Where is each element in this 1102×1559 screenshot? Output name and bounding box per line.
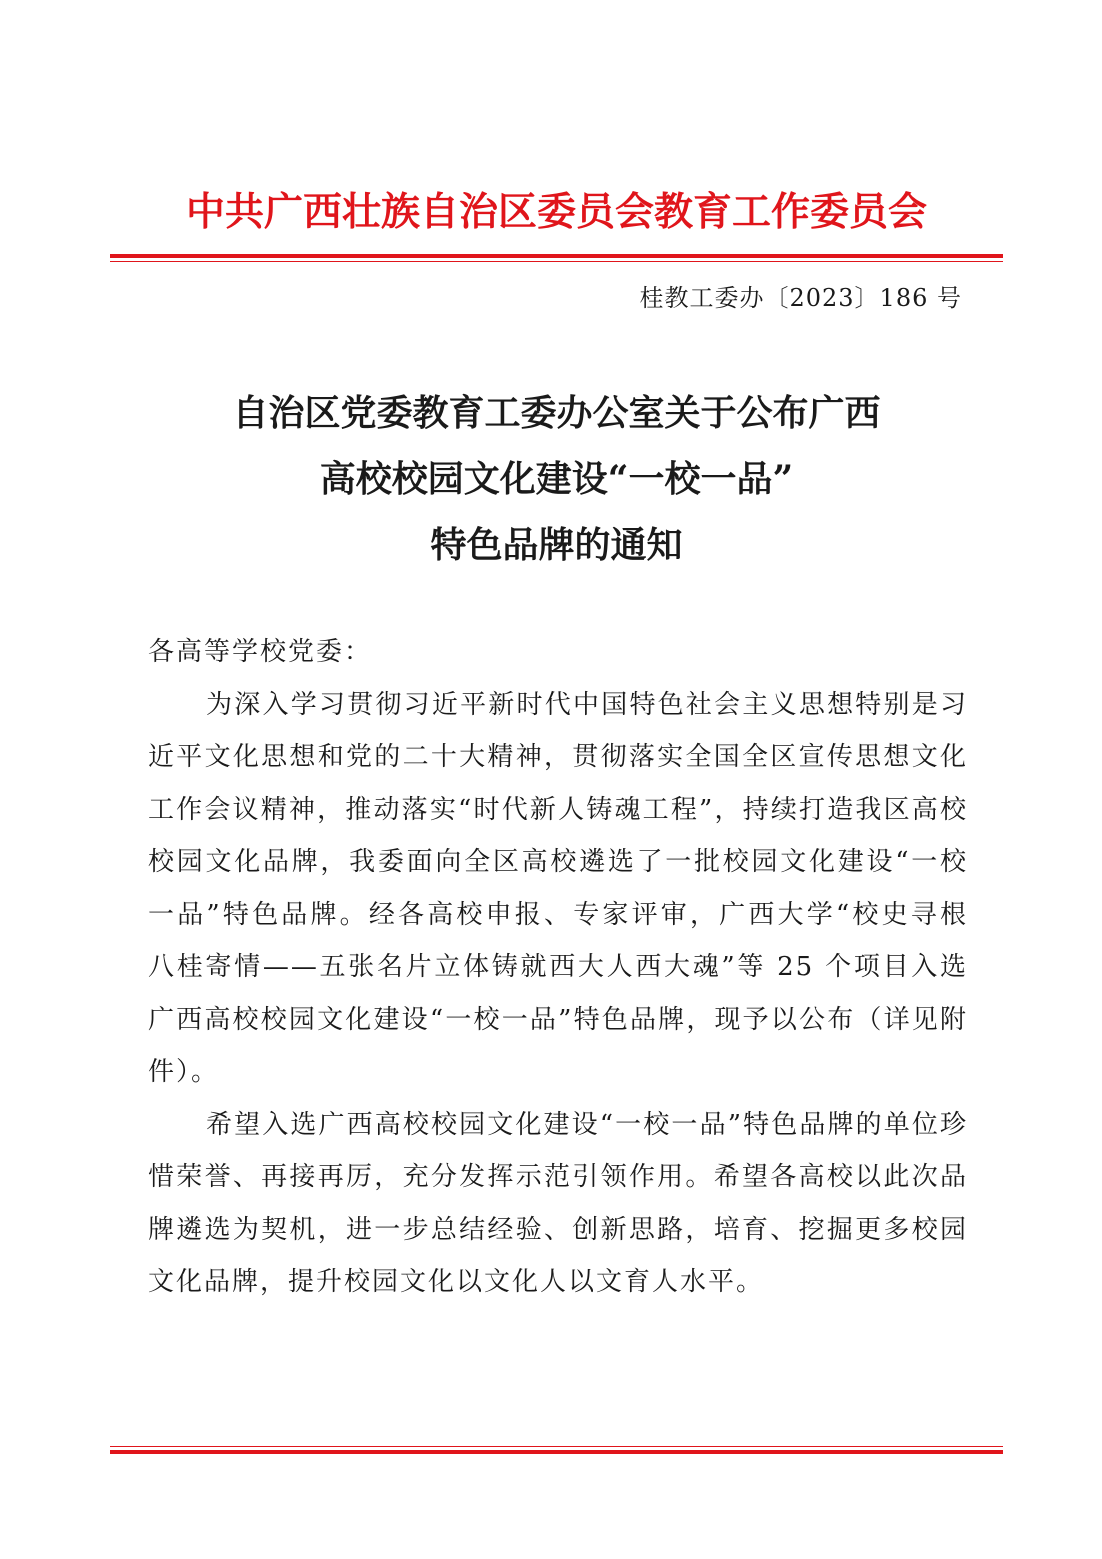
document-title xyxy=(110,380,1003,578)
title-line-1: 自治区党委教育工委办公室关于公布广西 xyxy=(232,392,881,434)
body-paragraph-2: 希望入选广西高校校园文化建设“一校一品”特色品牌的单位珍惜荣誉、再接再厉，充分发挥示范引领作用。希望各高校以此次品牌遴选为契机，进一步总结经验、创新思路，培育、挖掘更多校园文化品牌，提升校园文化以文化人以文育人水平。 xyxy=(148,1109,968,1297)
title-line-2: 高校校园文化建设“一校一品” xyxy=(319,458,794,500)
document-number: 桂教工委办〔2023〕186 号 xyxy=(639,284,962,312)
organization-header: 中共广西壮族自治区委员会教育工作委员会 xyxy=(185,189,927,235)
body-paragraph-1: 为深入学习贯彻习近平新时代中国特色社会主义思想特别是习近平文化思想和党的二十大精神，贯彻落实全国全区宣传思想文化工作会议精神，推动落实“时代新人铸魂工程”，持续打造我区高校校园文化品牌，我委面向全区高校遴选了一批校园文化建设“一校一品”特色品牌。经各高校申报、专家评审，广西大学“校史寻根 八桂寄情——五张名片立体铸就西大人西大魂”等 25 个项目入选广西高校校园文化建设“一校一品”特色品牌，现予以公布（详见附件）。 xyxy=(148,689,968,1087)
header-rule-thin xyxy=(110,261,1003,262)
header-rule-thick xyxy=(110,254,1003,258)
footer-rule-thin xyxy=(110,1446,1003,1447)
document-body xyxy=(148,626,968,1309)
footer-rule-thick xyxy=(110,1450,1003,1454)
title-line-3: 特色品牌的通知 xyxy=(430,524,683,566)
salutation: 各高等学校党委： xyxy=(148,637,373,667)
